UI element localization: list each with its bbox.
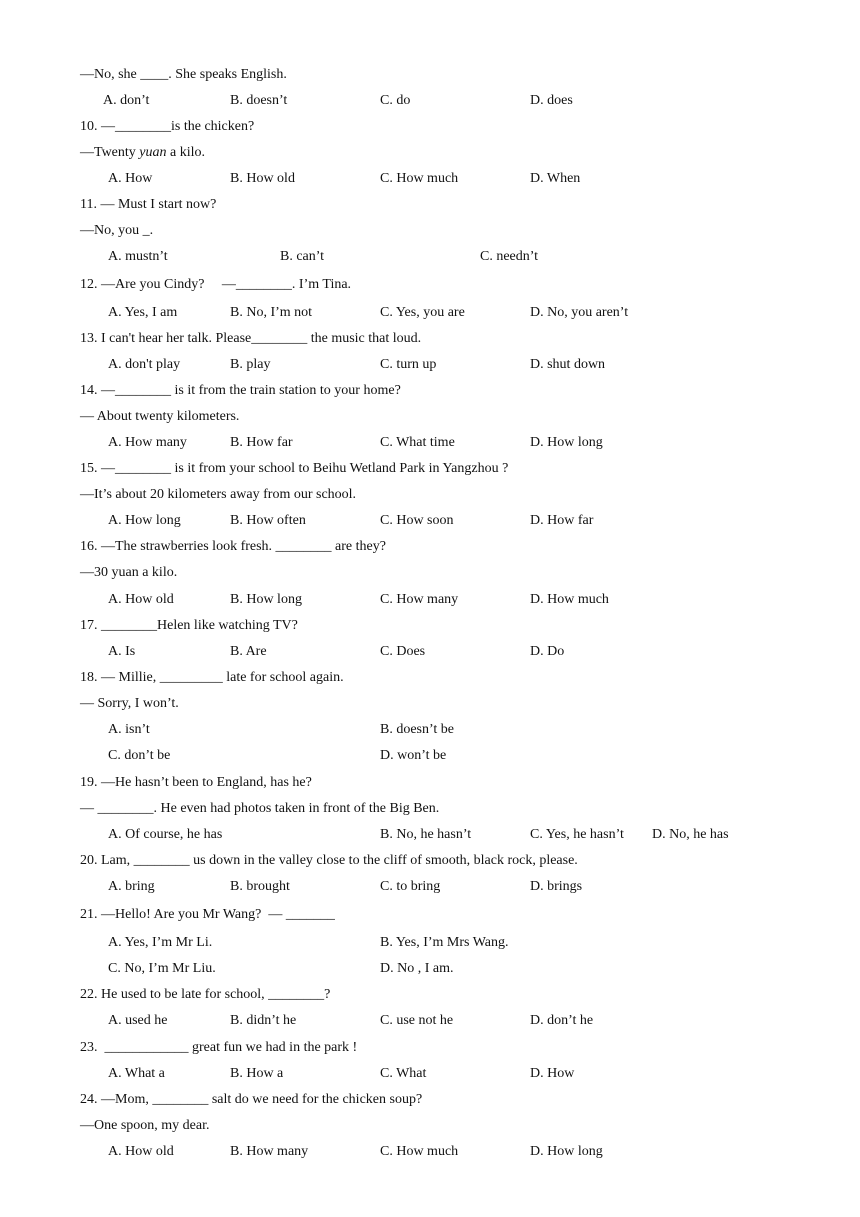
- q19-option-b: B. No, he hasn’t: [380, 827, 472, 842]
- q12-option-b: B. No, I’m not: [230, 305, 313, 320]
- q23-stem: 23. ____________ great fun we had in the park !: [80, 1040, 358, 1055]
- q10-answer: —Twenty yuan a kilo.: [80, 145, 206, 160]
- q23-option-a: A. What a: [108, 1066, 165, 1081]
- q14-option-c: C. What time: [380, 435, 455, 450]
- q17-option-a: A. Is: [108, 644, 136, 659]
- q21-option-d: D. No , I am.: [380, 961, 454, 976]
- q10-stem: 10. —________is the chicken?: [80, 119, 255, 134]
- q10-option-a: A. How: [108, 171, 153, 186]
- q20-option-d: D. brings: [530, 879, 583, 894]
- q23-option-b: B. How a: [230, 1066, 284, 1081]
- q10-option-c: C. How much: [380, 171, 459, 186]
- q19-answer: — ________. He even had photos taken in front of the Big Ben.: [80, 801, 440, 816]
- q16-option-d: D. How much: [530, 592, 609, 607]
- q9-option-b: B. doesn’t: [230, 93, 288, 108]
- q19-option-d: D. No, he has: [652, 827, 729, 842]
- q15-option-b: B. How often: [230, 513, 306, 528]
- q19-stem: 19. —He hasn’t been to England, has he?: [80, 775, 312, 790]
- q9-option-d: D. does: [530, 93, 573, 108]
- q22-option-a: A. used he: [108, 1013, 168, 1028]
- q24-option-a: A. How old: [108, 1144, 174, 1159]
- q11-option-b: B. can’t: [280, 249, 325, 264]
- q13-option-b: B. play: [230, 357, 271, 372]
- q22-option-b: B. didn’t he: [230, 1013, 297, 1028]
- q11-answer: —No, you _.: [80, 223, 154, 238]
- q20-option-b: B. brought: [230, 879, 290, 894]
- q17-option-c: C. Does: [380, 644, 426, 659]
- q14-stem: 14. —________ is it from the train station to your home?: [80, 383, 401, 398]
- q15-stem: 15. —________ is it from your school to Beihu Wetland Park in Yangzhou ?: [80, 461, 509, 476]
- q20-option-a: A. bring: [108, 879, 155, 894]
- q12-stem: 12. —Are you Cindy? —________. I’m Tina.: [80, 277, 352, 292]
- q21-stem: 21. —Hello! Are you Mr Wang? — _______: [80, 907, 335, 922]
- q13-option-d: D. shut down: [530, 357, 606, 372]
- q9-option-a: A. don’t: [103, 93, 150, 108]
- q21-option-c: C. No, I’m Mr Liu.: [108, 961, 216, 976]
- q18-option-b: B. doesn’t be: [380, 722, 455, 737]
- q16-stem: 16. —The strawberries look fresh. ________ are they?: [80, 539, 386, 554]
- q13-stem: 13. I can't hear her talk. Please________ the music that loud.: [80, 331, 422, 346]
- q17-option-d: D. Do: [530, 644, 565, 659]
- q21-option-b: B. Yes, I’m Mrs Wang.: [380, 935, 509, 950]
- q15-option-a: A. How long: [108, 513, 181, 528]
- q18-option-d: D. won’t be: [380, 748, 447, 763]
- q16-option-c: C. How many: [380, 592, 459, 607]
- q11-option-a: A. mustn’t: [108, 249, 168, 264]
- q15-option-d: D. How far: [530, 513, 594, 528]
- q24-stem: 24. —Mom, ________ salt do we need for the chicken soup?: [80, 1092, 423, 1107]
- q22-option-c: C. use not he: [380, 1013, 454, 1028]
- q15-option-c: C. How soon: [380, 513, 454, 528]
- q17-stem: 17. ________Helen like watching TV?: [80, 618, 298, 633]
- q22-option-d: D. don’t he: [530, 1013, 594, 1028]
- q18-answer: — Sorry, I won’t.: [80, 696, 179, 711]
- q12-option-d: D. No, you aren’t: [530, 305, 629, 320]
- q14-option-b: B. How far: [230, 435, 293, 450]
- q23-option-d: D. How: [530, 1066, 575, 1081]
- q16-answer: —30 yuan a kilo.: [80, 565, 178, 580]
- q14-answer: — About twenty kilometers.: [80, 409, 240, 424]
- q12-option-c: C. Yes, you are: [380, 305, 465, 320]
- q11-option-c: C. needn’t: [480, 249, 539, 264]
- q10-option-b: B. How old: [230, 171, 295, 186]
- q21-option-a: A. Yes, I’m Mr Li.: [108, 935, 213, 950]
- q18-option-c: C. don’t be: [108, 748, 171, 763]
- q13-option-c: C. turn up: [380, 357, 437, 372]
- q11-stem: 11. — Must I start now?: [80, 197, 217, 212]
- q13-option-a: A. don't play: [108, 357, 181, 372]
- q16-option-b: B. How long: [230, 592, 302, 607]
- q14-option-d: D. How long: [530, 435, 603, 450]
- q10-option-d: D. When: [530, 171, 581, 186]
- q24-option-b: B. How many: [230, 1144, 309, 1159]
- q24-option-d: D. How long: [530, 1144, 603, 1159]
- q22-stem: 22. He used to be late for school, ________?: [80, 987, 331, 1002]
- q16-option-a: A. How old: [108, 592, 174, 607]
- q20-option-c: C. to bring: [380, 879, 441, 894]
- q12-option-a: A. Yes, I am: [108, 305, 178, 320]
- q17-option-b: B. Are: [230, 644, 267, 659]
- q18-stem: 18. — Millie, _________ late for school again.: [80, 670, 344, 685]
- q24-answer: —One spoon, my dear.: [80, 1118, 210, 1133]
- q24-option-c: C. How much: [380, 1144, 459, 1159]
- q15-answer: —It’s about 20 kilometers away from our school.: [80, 487, 357, 502]
- q9-answer: —No, she ____. She speaks English.: [80, 67, 287, 82]
- q19-option-a: A. Of course, he has: [108, 827, 223, 842]
- q20-stem: 20. Lam, ________ us down in the valley close to the cliff of smooth, black rock, please.: [80, 853, 578, 868]
- q23-option-c: C. What: [380, 1066, 427, 1081]
- q18-option-a: A. isn’t: [108, 722, 150, 737]
- q14-option-a: A. How many: [108, 435, 187, 450]
- q19-option-c: C. Yes, he hasn’t: [530, 827, 624, 842]
- q9-option-c: C. do: [380, 93, 411, 108]
